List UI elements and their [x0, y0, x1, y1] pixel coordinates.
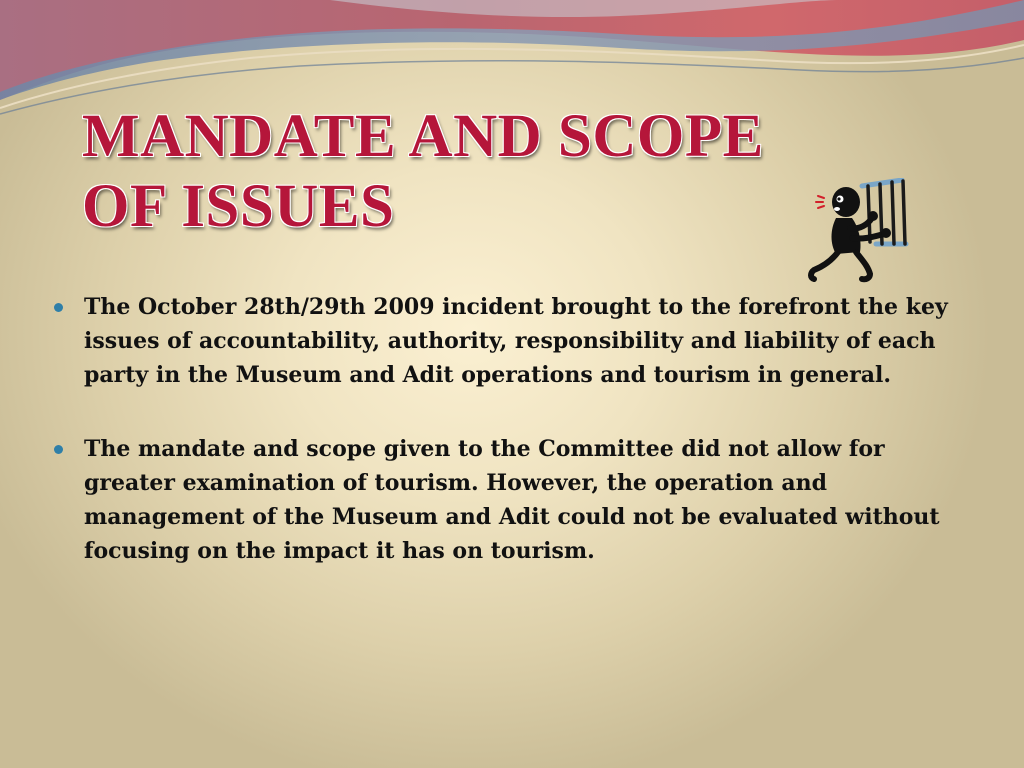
title-line-2: OF ISSUES	[82, 173, 395, 240]
bullet-item	[54, 290, 954, 392]
bullet-text: The mandate and scope given to the Committee did not allow for greater examination of tourism. However, the operation and management of the Museum and Adit could not be evaluated without focusing on the impact it has on tourism.	[84, 436, 940, 564]
stick-figure-jail-icon	[802, 178, 920, 290]
title-line-1: MANDATE AND SCOPE	[82, 103, 764, 170]
bullet-marker	[54, 445, 63, 454]
bullet-marker	[54, 303, 63, 312]
slide-title	[82, 102, 922, 242]
bullet-text: The October 28th/29th 2009 incident brought to the forefront the key issues of accountability, authority, responsibility and liability of each party in the Museum and Adit operations and tourism in general.	[84, 294, 948, 388]
bullet-list	[54, 290, 954, 608]
bullet-item	[54, 432, 954, 568]
